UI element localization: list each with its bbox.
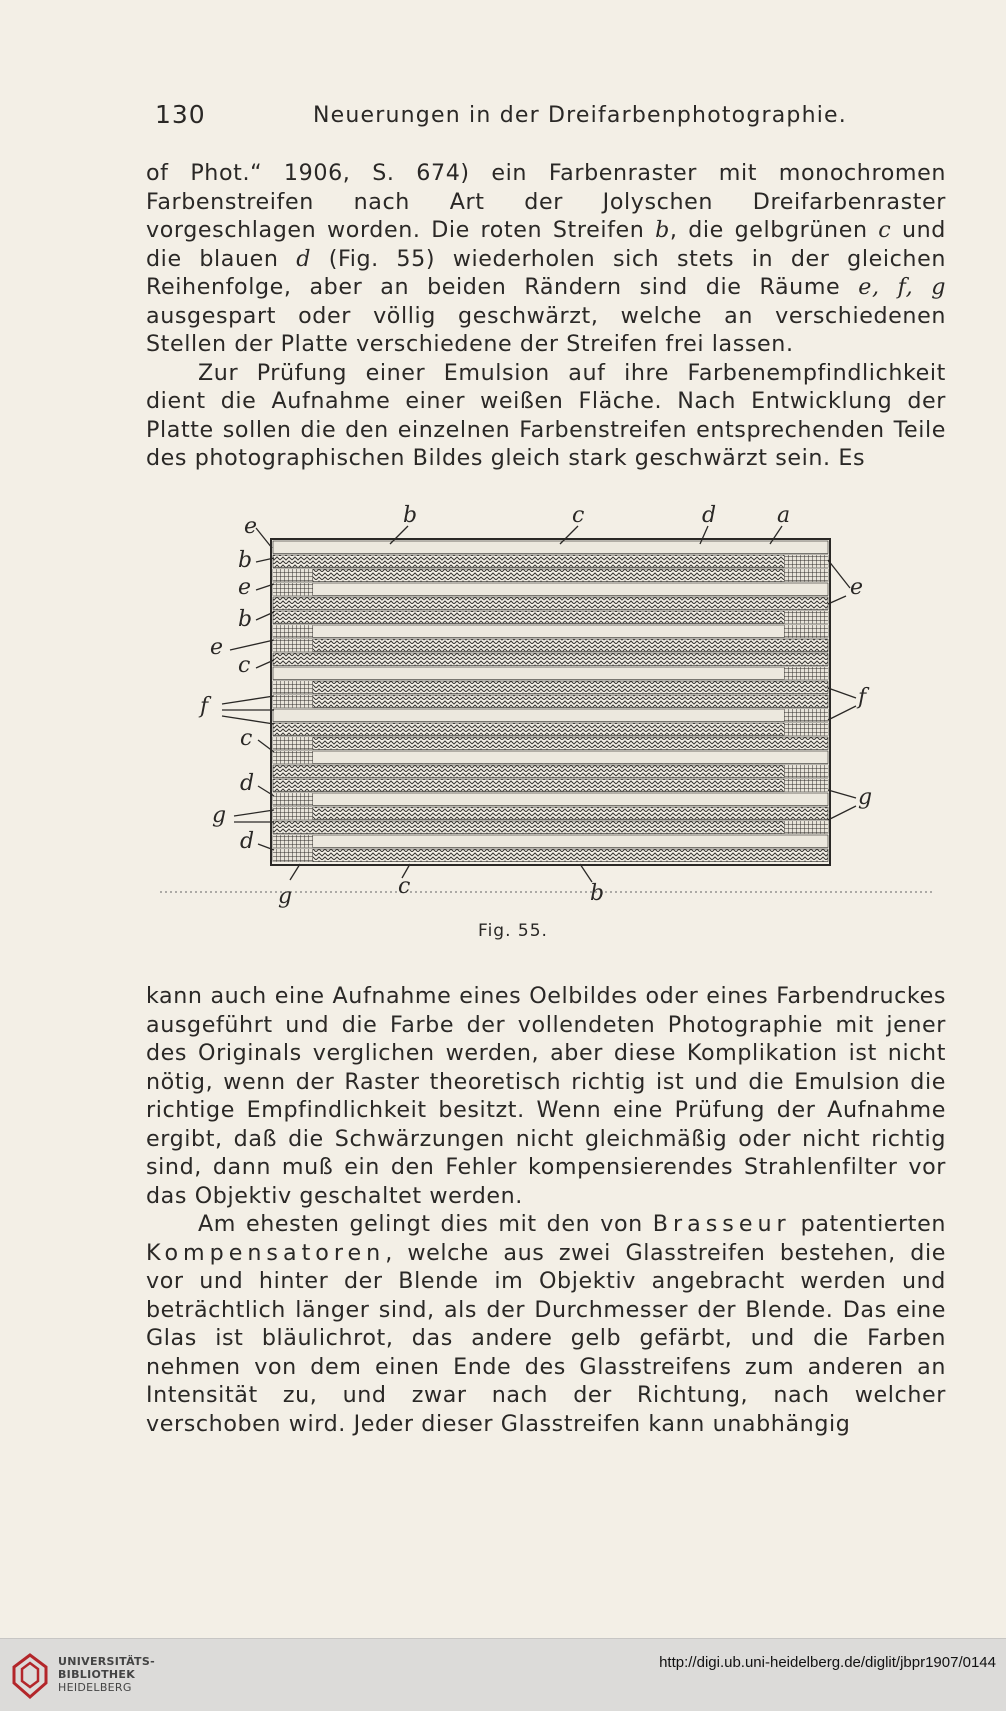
raster-stripe xyxy=(273,681,828,694)
masked-area-right xyxy=(784,611,828,624)
raster-stripe xyxy=(273,653,828,666)
raster-stripe xyxy=(273,555,828,568)
figure-letter-top-2: b xyxy=(403,503,418,528)
figure-letter-top-5: a xyxy=(777,503,791,528)
raster-stripe xyxy=(273,765,828,778)
masked-area-right xyxy=(784,723,828,736)
label-leader-line xyxy=(290,864,300,880)
raster-stripe xyxy=(273,625,828,638)
figure-letter-bottom-3: b xyxy=(590,881,605,906)
figure-letter-top-1: e xyxy=(244,514,258,539)
figure-letter-left-6: f xyxy=(200,694,209,719)
raster-stripe xyxy=(273,541,828,554)
masked-area-left xyxy=(273,639,313,652)
label-leader-line xyxy=(580,864,592,882)
masked-area-left xyxy=(273,681,313,694)
raster-stripe xyxy=(273,583,828,596)
raster-stripe xyxy=(273,835,828,848)
masked-area-left xyxy=(273,583,313,596)
label-leader-line xyxy=(256,528,272,548)
masked-area-left xyxy=(273,695,313,708)
running-title: Neuerungen in der Dreifarbenphotographie. xyxy=(313,103,847,128)
library-name: UNIVERSITÄTS- BIBLIOTHEK HEIDELBERG xyxy=(58,1655,155,1694)
figure-caption: Fig. 55. xyxy=(478,921,548,941)
figure-letter-right-1: e xyxy=(850,575,864,600)
raster-stripes xyxy=(273,541,828,862)
paragraph-compensators: Am ehesten gelingt dies mit den von Brasseur patentierten Kompensatoren, welche aus zwei Glasstreifen bestehen, die vor und hinter der Blende im Objektiv angebracht werden und beträchtlich länger sind, als der Durchmesser der Blende. Das eine Glas ist bläulichrot, das andere gelb gefärbt, und die Farben nehmen von dem einen Ende des Glasstreifens zum anderen an Intensität zu, und zwar nach der Richtung, nach welcher verschoben wird. Jeder dieser Glasstreifen kann unabhängig xyxy=(146,1211,947,1437)
figure-letter-left-4: e xyxy=(210,635,224,660)
figure-letter-bottom-2: c xyxy=(398,874,411,899)
upper-text-block xyxy=(146,159,946,473)
raster-stripe xyxy=(273,695,828,708)
raster-stripe xyxy=(273,611,828,624)
raster-stripe xyxy=(273,667,828,680)
label-leader-line xyxy=(828,790,856,798)
source-url-link[interactable]: http://digi.ub.uni-heidelberg.de/diglit/jbpr1907/0144 xyxy=(659,1654,996,1671)
raster-stripe xyxy=(273,807,828,820)
lower-text-block xyxy=(146,982,946,1438)
library-logo-icon xyxy=(10,1653,50,1699)
masked-area-left xyxy=(273,737,313,750)
figure-letter-left-9: g xyxy=(212,803,227,828)
label-leader-line xyxy=(230,640,274,650)
label-leader-line xyxy=(234,810,274,816)
page-number: 130 xyxy=(155,100,206,129)
masked-area-left xyxy=(273,807,313,820)
masked-area-right xyxy=(784,821,828,834)
masked-area-right xyxy=(784,765,828,778)
paragraph-raster-description: of Phot.“ 1906, S. 674) ein Farbenraster mit monochromen Farbenstreifen nach Art der Jolyschen Dreifarbenraster vorgeschlagen worden. Die roten Streifen b, die gelbgrünen c und die blauen d (Fig. 55) wiederholen sich stets in der gleichen Reihenfolge, aber an beiden Rändern sind die Räume e, f, g ausgespart oder völlig geschwärzt, welche an verschiedenen Stellen der Platte verschiedene der Streifen frei lassen. xyxy=(146,160,946,357)
masked-area-right xyxy=(784,555,828,568)
raster-stripe xyxy=(273,751,828,764)
page-header xyxy=(0,100,1006,140)
digitization-footer xyxy=(0,1638,1006,1711)
figure-letter-left-1: b xyxy=(238,548,253,573)
masked-area-right xyxy=(784,667,828,680)
figure-letter-left-5: c xyxy=(238,653,251,678)
raster-stripe xyxy=(273,639,828,652)
label-leader-line xyxy=(828,806,856,820)
masked-area-right xyxy=(784,569,828,582)
masked-area-left xyxy=(273,835,313,848)
masked-area-left xyxy=(273,751,313,764)
label-leader-line xyxy=(222,696,274,704)
label-leader-line xyxy=(828,706,856,720)
masked-area-left xyxy=(273,793,313,806)
masked-area-left xyxy=(273,849,313,862)
figure-letter-top-4: d xyxy=(702,503,717,528)
raster-stripe xyxy=(273,709,828,722)
raster-stripe xyxy=(273,821,828,834)
label-leader-line xyxy=(828,688,856,698)
figure-letter-left-7: c xyxy=(240,726,253,751)
figure-55 xyxy=(160,500,940,941)
figure-letter-right-3: g xyxy=(858,785,873,810)
label-leader-line xyxy=(222,716,274,724)
paragraph-color-comparison: kann auch eine Aufnahme eines Oelbildes oder eines Farbendruckes ausgeführt und die Farbe der vollendeten Photographie mit jener des Originals verglichen werden, aber diese Komplikation ist nicht nötig, wenn der Raster theoretisch richtig ist und die Emulsion die richtige Empfindlichkeit besitzt. Wenn eine Prüfung der Aufnahme ergibt, daß die Schwärzungen nicht gleichmäßig oder nicht richtig sind, dann muß ein den Fehler kompensierendes Strahlenfilter vor das Objektiv geschaltet werden. xyxy=(146,983,946,1209)
raster-illustration xyxy=(160,500,940,910)
masked-area-left xyxy=(273,625,313,638)
masked-area-right xyxy=(784,779,828,792)
masked-area-left xyxy=(273,569,313,582)
raster-stripe xyxy=(273,723,828,736)
figure-letter-left-10: d xyxy=(240,829,255,854)
figure-letter-left-2: e xyxy=(238,575,252,600)
raster-stripe xyxy=(273,779,828,792)
figure-letter-left-8: d xyxy=(240,771,255,796)
figure-letter-top-3: c xyxy=(572,503,585,528)
paragraph-emulsion-test: Zur Prüfung einer Emulsion auf ihre Farbenempfindlichkeit dient die Aufnahme einer weißen Fläche. Nach Entwicklung der Platte sollen die den einzelnen Farbenstreifen entsprechenden Teile des photographischen Bildes gleich stark geschwärzt sein. Es xyxy=(146,359,946,471)
raster-stripe xyxy=(273,793,828,806)
raster-stripe xyxy=(273,597,828,610)
label-leader-line xyxy=(828,560,850,588)
raster-stripe xyxy=(273,849,828,862)
masked-area-right xyxy=(784,709,828,722)
masked-area-right xyxy=(784,625,828,638)
figure-letter-bottom-1: g xyxy=(278,884,293,909)
figure-letter-right-2: f xyxy=(858,685,867,710)
raster-stripe xyxy=(273,737,828,750)
raster-stripe xyxy=(273,569,828,582)
figure-letter-left-3: b xyxy=(238,607,253,632)
